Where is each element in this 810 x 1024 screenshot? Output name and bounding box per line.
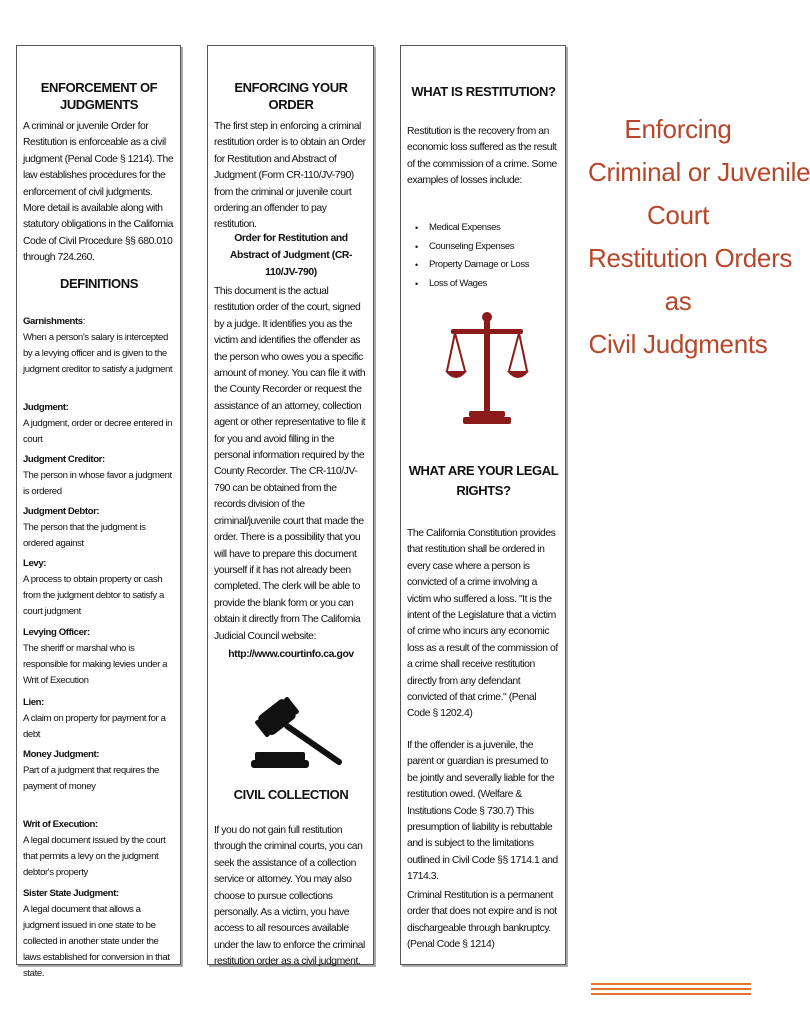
enforcing-order-panel bbox=[207, 45, 374, 968]
list-item: • Counseling Expenses bbox=[429, 238, 560, 257]
scales-of-justice-icon bbox=[445, 311, 529, 425]
title-line: Restitution Orders bbox=[588, 243, 793, 273]
civil-collection-text: If you do not gain full restitution through the criminal courts, you can seek the assistance of a collection service or attorney. You may also choose to pursue collections personally. As a victim, you have access to all resources available under the law to enforce the criminal restitution order as a civil judgment. bbox=[214, 825, 365, 968]
juvenile-liability-text: If the offender is a juvenile, the parent or guardian is presumed to be jointly and severally liable for the restitution owed. (Welfare & Institutions Code § 730.7) This presumption of liability is rebuttable and is subject to the limitations outlined in Civil Code §§ 1714.1 and 1714.3. bbox=[407, 740, 558, 883]
definition-desc: A legal document that allows a judgment issued in one state to be collected in another state under the laws established for conversion in that state. bbox=[23, 904, 170, 979]
definition-term: Money Judgment: bbox=[23, 749, 100, 760]
enforcement-heading: ENFORCEMENT OF JUDGMENTS bbox=[40, 80, 158, 112]
definition-item bbox=[23, 556, 175, 620]
definition-item bbox=[23, 504, 175, 552]
definition-term: Levying Officer: bbox=[23, 627, 90, 638]
list-item: • Medical Expenses bbox=[429, 219, 560, 238]
restitution-intro: Restitution is the recovery from an economic loss suffered as the result of the commission of a crime. Some examples of losses include: bbox=[407, 126, 557, 187]
definition-desc: The sheriff or marshal who is responsible for making levies under a Writ of Execution bbox=[23, 643, 168, 686]
enforcing-order-heading: ENFORCING YOUR ORDER bbox=[234, 80, 348, 112]
definition-term: Garnishments: bbox=[23, 316, 85, 327]
definition-item bbox=[23, 695, 175, 743]
enforcing-order-intro: The first step in enforcing a criminal restitution order is to obtain an Order for Restitution and Abstract of Judgment (Form CR-110/JV-790) from the criminal or juvenile court ordering an offender to pay restitution. bbox=[214, 121, 366, 231]
definition-term: Writ of Execution: bbox=[23, 819, 98, 830]
order-form-subheading: Order for Restitution and Abstract of Judgment (CR-110/JV-790) bbox=[229, 233, 353, 278]
title-line: Enforcing bbox=[624, 114, 732, 144]
enforcement-panel bbox=[16, 45, 181, 979]
definition-item bbox=[23, 747, 175, 795]
order-form-text: This document is the actual restitution order of the court, signed by a judge. It identifies you as the victim and identifies the offender as the person who owes you a specific amount of money. You can file it with the County Recorder or request the assistance of an attorney, collection agent or other representative to file it for you and avoid filling in the personal information required by the County Recorder. The CR-110/JV-790 can be obtained from the records division of the criminal/juvenile court that made the order. There is a possibility that you will have to prepare this document yourself if it has not already been completed. The clerk will be able to provide the blank form or you can obtain it directly from The California Judicial Council website: bbox=[214, 286, 366, 642]
definition-item bbox=[23, 817, 175, 881]
definition-item bbox=[23, 886, 175, 982]
legal-rights-text: The California Constitution provides that restitution shall be ordered in every case where a person is convicted of a crime involving a victim who suffered a loss. "It is the intent of the Legislature that a victim of crime who incurs any economic loss as a result of the commission of a crime shall receive restitution directly from any defendant convicted of that crime." (Penal Code § 1202.4) bbox=[407, 528, 558, 720]
brochure-title bbox=[588, 108, 810, 366]
definition-term: Sister State Judgment: bbox=[23, 888, 119, 899]
list-item: • Property Damage or Loss bbox=[429, 256, 560, 275]
definition-desc: A claim on property for payment for a debt bbox=[23, 713, 166, 740]
enforcement-intro: A criminal or juvenile Order for Restitution is enforceable as a civil judgment (Penal Code § 1214). The law establishes procedures for the enforcement of civil judgments. More detail is available along with statutory obligations in the California Code of Civil Procedure §§ 680.010 through 724.260. bbox=[23, 121, 174, 264]
title-line: Criminal or Juvenile bbox=[588, 157, 810, 187]
definitions-heading: DEFINITIONS bbox=[60, 276, 138, 291]
definition-term: Judgment Creditor: bbox=[23, 454, 105, 465]
permanent-order-text: Criminal Restitution is a permanent order that does not expire and is not dischargeable through bankruptcy. (Penal Code § 1214) bbox=[407, 890, 557, 951]
decorative-rule bbox=[591, 983, 751, 985]
definition-desc: A judgment, order or decree entered in court bbox=[23, 418, 173, 445]
definition-term: Judgment: bbox=[23, 402, 69, 413]
gavel-icon bbox=[247, 694, 347, 772]
definition-item bbox=[23, 314, 175, 378]
definition-term: Levy: bbox=[23, 558, 47, 569]
definition-desc: A process to obtain property or cash from the judgment debtor to satisfy a court judgment bbox=[23, 574, 164, 617]
definition-desc: Part of a judgment that requires the payment of money bbox=[23, 765, 159, 792]
title-line: Civil Judgments bbox=[588, 329, 768, 359]
definition-desc: A legal document issued by the court that permits a levy on the judgment debtor's property bbox=[23, 835, 166, 878]
definition-desc: When a person's salary is intercepted by a levying officer and is given to the judgment creditor to satisfy a judgment bbox=[23, 332, 173, 375]
title-line: Court bbox=[646, 200, 710, 230]
definition-term: Judgment Debtor: bbox=[23, 506, 100, 517]
title-line: as bbox=[664, 286, 692, 316]
restitution-heading: WHAT IS RESTITUTION? bbox=[411, 84, 556, 99]
definition-term: Lien: bbox=[23, 697, 44, 708]
courtinfo-link[interactable]: http://www.courtinfo.ca.gov bbox=[228, 649, 354, 660]
legal-rights-heading: WHAT ARE YOUR LEGAL RIGHTS? bbox=[408, 463, 559, 498]
civil-collection-heading: CIVIL COLLECTION bbox=[233, 787, 349, 802]
list-item: • Loss of Wages bbox=[429, 275, 560, 294]
decorative-rule bbox=[591, 993, 751, 995]
restitution-panel bbox=[400, 45, 566, 965]
losses-list bbox=[407, 219, 560, 293]
definition-item bbox=[23, 452, 175, 500]
definition-item bbox=[23, 400, 175, 448]
definition-desc: The person in whose favor a judgment is ordered bbox=[23, 470, 172, 497]
definition-desc: The person that the judgment is ordered against bbox=[23, 522, 146, 549]
definition-item bbox=[23, 625, 175, 689]
decorative-rule bbox=[591, 988, 751, 990]
